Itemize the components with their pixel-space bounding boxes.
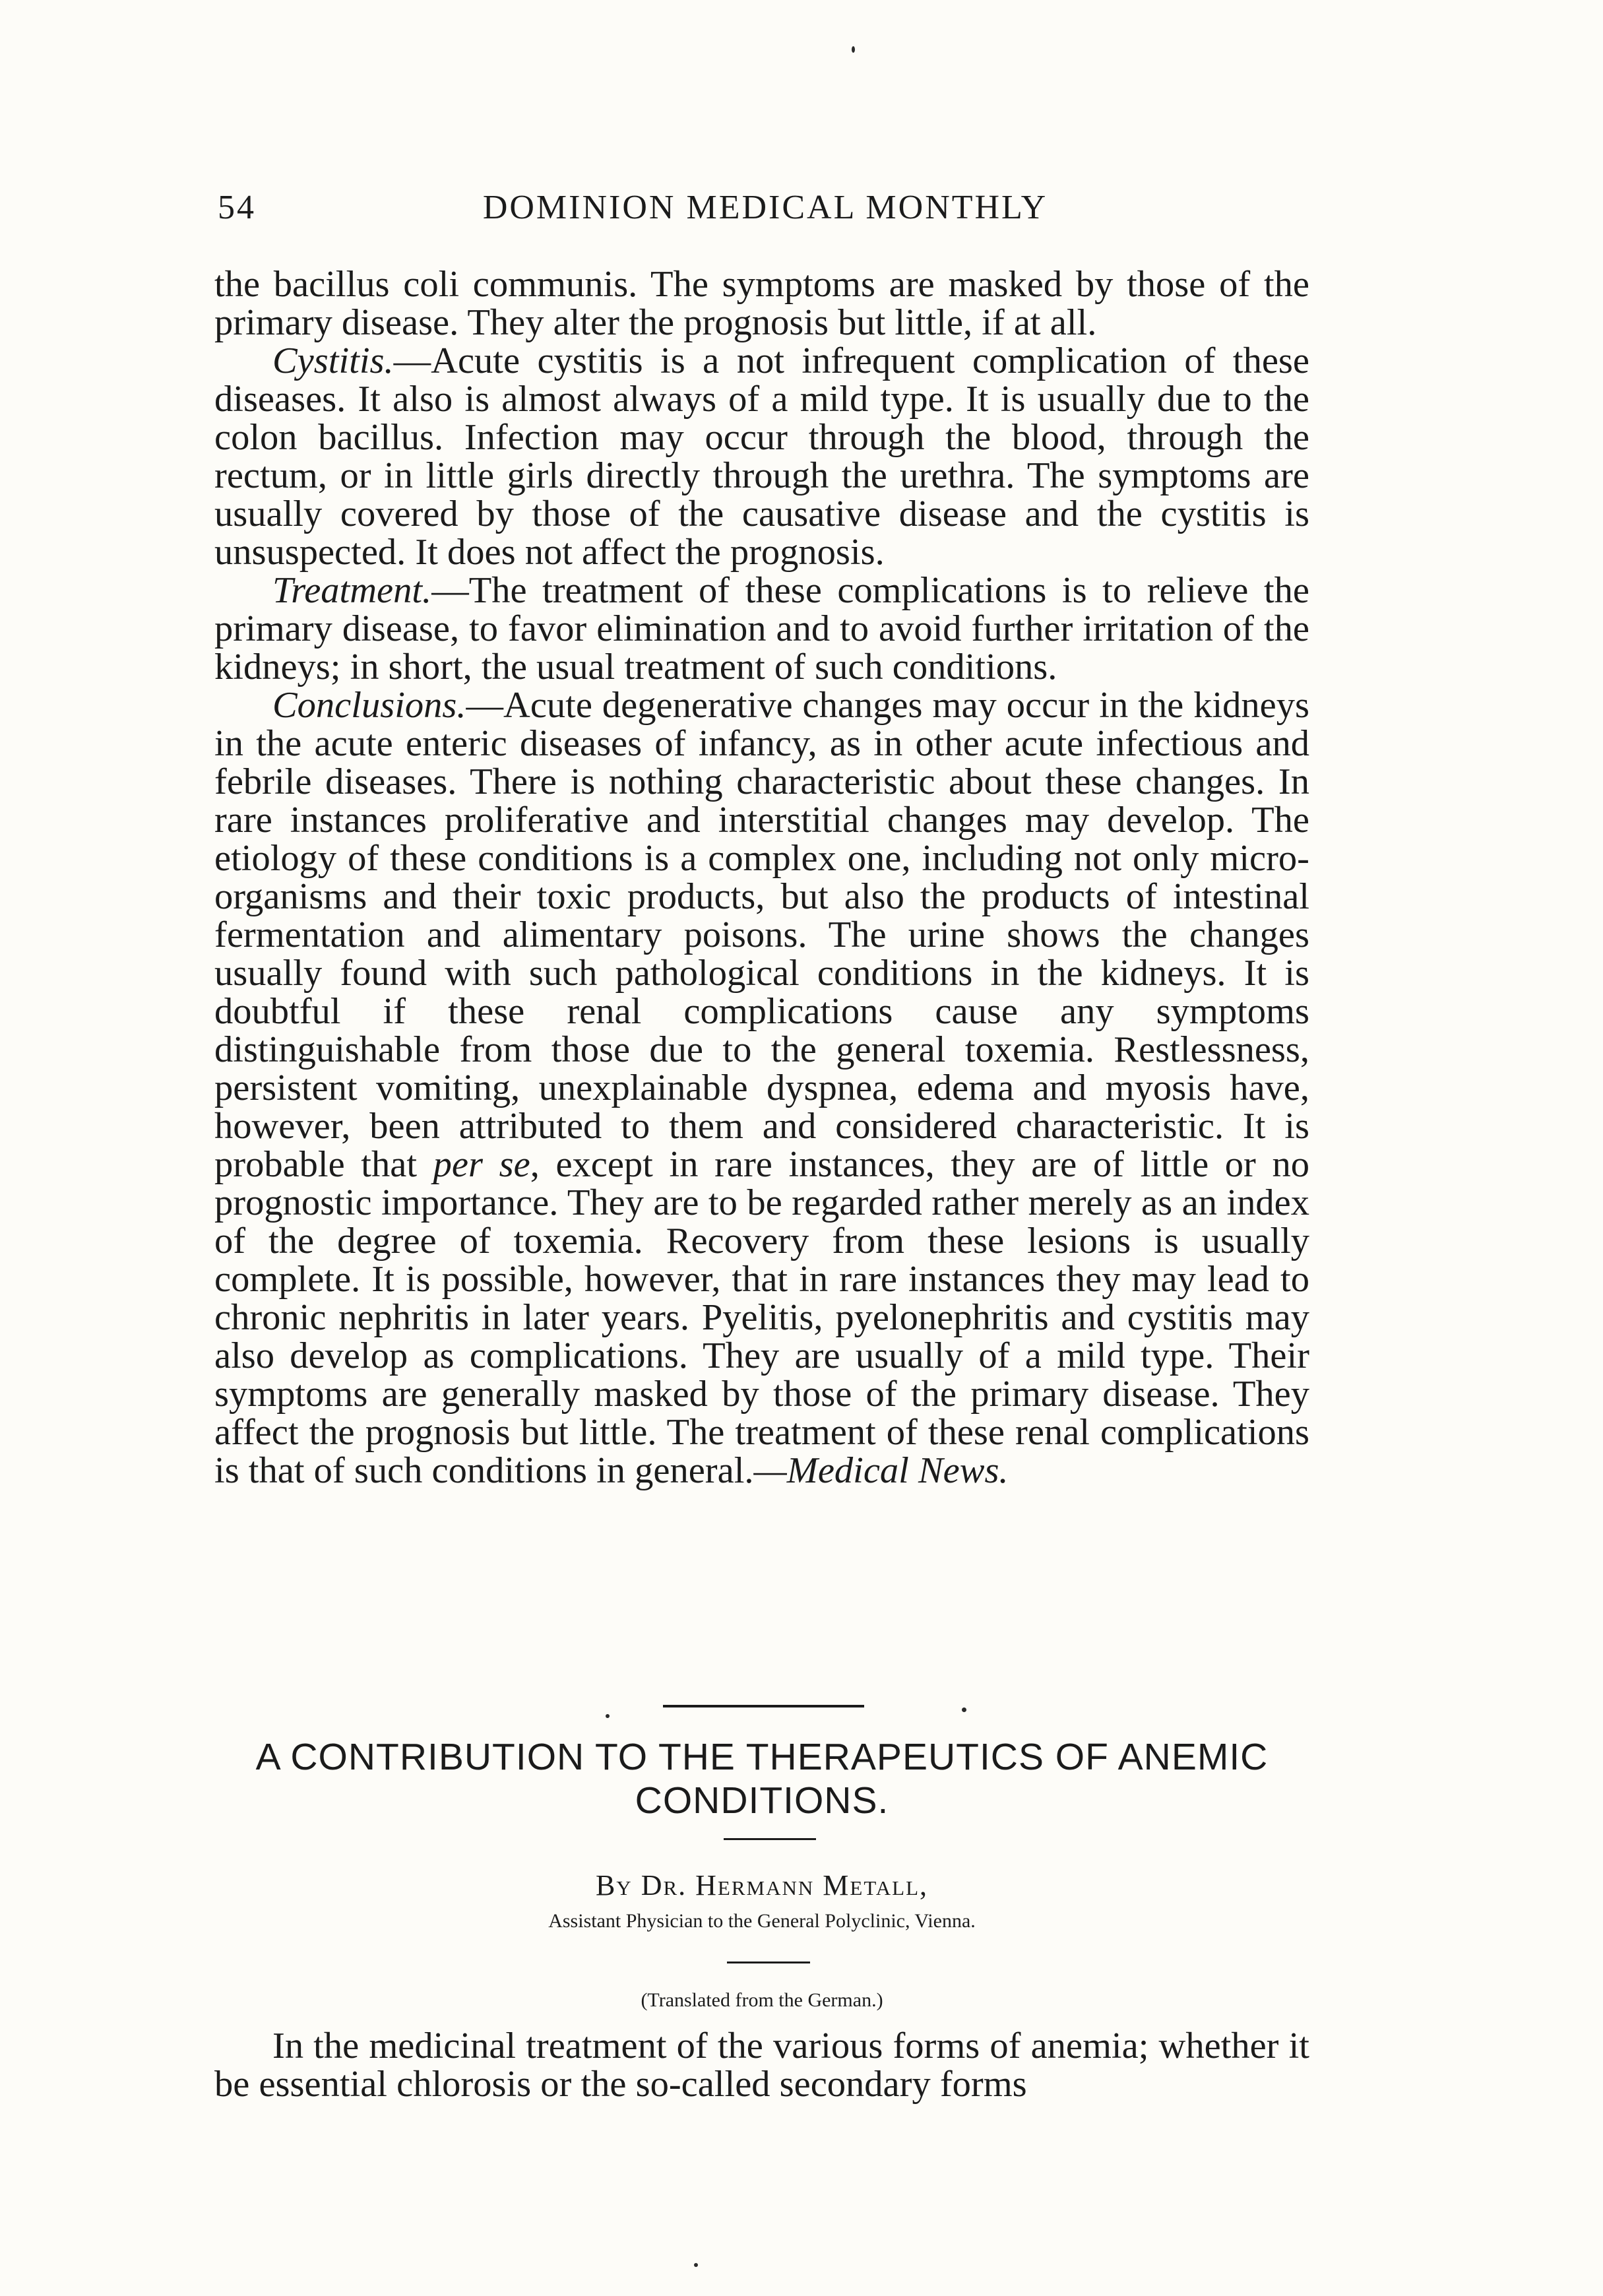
author-affiliation: Assistant Physician to the General Polyclinic, Vienna. bbox=[548, 1910, 976, 1932]
translation-note: (Translated from the German.) bbox=[641, 1989, 883, 2011]
paragraph-body: —The treatment of these complications is to relieve the primary disease, to favor elimination and to avoid further irritation of the kidneys; in short, the usual treatment of such conditions. bbox=[214, 570, 1309, 687]
paragraph-body: —Acute cystitis is a not infrequent complication of these diseases. It also is almost always of a mild type. It is usually due to the colon bacillus. Infection may occur through the blood, through the rectum, or in little girls directly through the urethra. The symptoms are usually covered by those of the causative disease and the cystitis is unsuspected. It does not affect the prognosis. bbox=[214, 340, 1309, 573]
previous-article-text bbox=[214, 265, 1309, 1490]
paragraph-continuation: the bacillus coli communis. The symptoms are masked by those of the primary disease. They alter the prognosis but little, if at all. bbox=[214, 264, 1309, 343]
run-in-heading: Treatment. bbox=[272, 570, 432, 611]
paragraph-cystitis bbox=[214, 342, 1309, 571]
article-title: A CONTRIBUTION TO THE THERAPEUTICS OF ANEMIC CONDITIONS. bbox=[255, 1736, 1269, 1822]
paragraph-body: —Acute degenerative changes may occur in the kidneys in the acute enteric diseases of infancy, as in other acute infectious and febrile diseases. There is nothing characteristic about these changes. In rare instances proliferative and interstitial changes may develop. The etiology of these conditions is a complex one, including not only micro-organisms and their toxic products, but also the products of intestinal fermentation and alimentary poisons. The urine shows the changes usually found with such pathological conditions in the kidneys. It is doubtful if these renal complications cause any symptoms distinguishable from those due to the general toxemia. Restlessness, persistent vomiting, unexplainable dyspnea, edema and myosis have, however, been attributed to them and considered characteristic. It is probable that bbox=[214, 685, 1309, 1185]
ink-speck bbox=[606, 1714, 610, 1718]
ink-speck bbox=[852, 46, 855, 53]
paragraph-body: , except in rare instances, they are of little or no prognostic importance. They are to be regarded rather merely as an index of the degree of toxemia. Recovery from these lesions is usually complete. It is possible, however, that in rare instances they may lead to chronic nephritis in later years. Pyelitis, pyelonephritis and cystitis may also develop as complications. They are usually of a mild type. Their symptoms are generally masked by those of the primary disease. They affect the prognosis but little. The treatment of these renal complications is that of such conditions in general. bbox=[214, 1144, 1309, 1491]
run-in-heading: Cystitis. bbox=[272, 340, 394, 381]
run-in-heading: Conclusions. bbox=[272, 685, 466, 726]
source-citation: —Medical News. bbox=[753, 1450, 1009, 1491]
ink-speck bbox=[694, 2263, 698, 2267]
byline-rule bbox=[727, 1961, 810, 1963]
ink-speck bbox=[962, 1707, 966, 1712]
section-separator-rule bbox=[663, 1705, 864, 1707]
title-rule bbox=[724, 1838, 816, 1840]
journal-title: DOMINION MEDICAL MONTHLY bbox=[482, 189, 1048, 226]
latin-phrase: per se bbox=[433, 1144, 530, 1185]
paragraph-conclusions bbox=[214, 686, 1309, 1490]
page-number: 54 bbox=[218, 189, 256, 226]
paragraph-opening: In the medicinal treatment of the various forms of anemia; whether it be essential chlorosis or the so-called secondary forms bbox=[214, 2025, 1309, 2105]
new-article-text bbox=[214, 2027, 1309, 2103]
paragraph-treatment bbox=[214, 571, 1309, 686]
author-byline: By Dr. Hermann Metall, bbox=[595, 1869, 929, 1901]
page-header bbox=[218, 188, 1313, 234]
